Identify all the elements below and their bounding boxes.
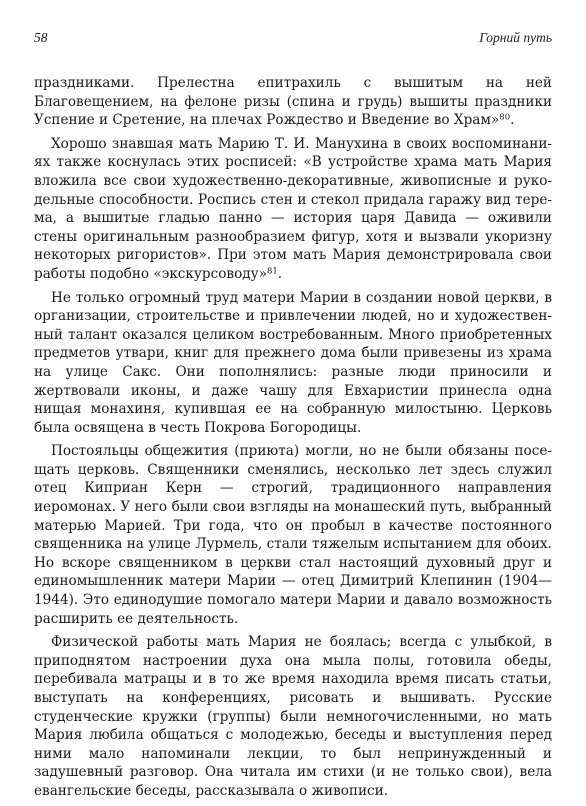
page-header	[34, 30, 552, 48]
paragraph-text: праздниками. Прелестна епитрахиль с вышитым на ней Благовещением, на фелоне ризы (спина и грудь) вышиты праздники Успение и Сретение, на плечах Рождество и Введение во Храм»	[34, 75, 552, 129]
paragraph-5	[34, 633, 552, 800]
paragraph-text: Постояльцы общежития (приюта) могли, но не были обязаны посещать церковь. Священники сменялись, несколько лет здесь служил отец Киприан Керн — строгий, традиционного направления иеромонах. У него были свои взгляды на монашеский путь, выбранный матерью Марией. Три года, что он пробыл в качестве постоянного священника на улице Лурмель, стали тяжелым испытанием для обоих. Но вскоре священником в церкви стал настоящий духовный друг и единомышленник матери Марии — отец Димитрий Клепинин (1904—1944). Это единодушие помогало матери Марии и давало возможность расширить ее деятельность.	[34, 443, 552, 627]
footnote-ref[interactable]: 80	[499, 112, 511, 123]
body-text	[34, 74, 552, 806]
paragraph-2	[34, 135, 552, 284]
running-title: Горний путь	[479, 30, 552, 45]
paragraph-text: Физической работы мать Мария не боялась; всегда с улыбкой, в приподнятом настроении духа она мыла полы, готовила обеды, перебивала матрацы и в то же время находила время писать статьи, выступать на конференциях, рисовать и вышивать. Русские студенческие кружки (группы) были немногочисленными, но мать Мария любила общаться с молодежью, беседы и выступления перед ними мало напоминали лекции, то был непринужденный и задушевный разговор. Она читала им стихи (и не только свои), вела евангельские беседы, рассказывала о живописи.	[34, 634, 552, 799]
paragraph-tail: .	[277, 265, 283, 282]
paragraph-text: Хорошо знавшая мать Марию Т. И. Манухина в своих воспоминаниях также коснулась этих росписей: «В устройстве храма мать Мария вложила все свои художественно-декоративные, живописные и рукодельные способности. Роспись стен и стекол придала гаражу вид терема, а вышитые гладью панно — история царя Давида — оживили стены оригинальным разнообразием фигур, хотя и вызвали укоризну некоторых ригористов». При этом мать Мария демонстрировала свои работы подобно «экскурсоводу»	[34, 135, 552, 282]
footnote-ref[interactable]: 81	[266, 266, 278, 277]
paragraph-1	[34, 74, 552, 130]
paragraph-3	[34, 289, 552, 438]
paragraph-tail: .	[510, 112, 515, 129]
paragraph-4	[34, 442, 552, 628]
page-number: 58	[34, 30, 48, 45]
paragraph-text: Не только огромный труд матери Марии в создании новой церкви, в организации, строительстве и привлечении людей, но и художественный талант оказался целиком востребованным. Много приобретенных предметов утвари, книг для прежнего дома были привезены из храма на улице Сакс. Они пополнялись: разные люди приносили и жертвовали иконы, и даже чашу для Евхаристии принесла одна нищая монахиня, купившая ее на собранную милостыню. Церковь была освящена в честь Покрова Богородицы.	[34, 289, 552, 436]
